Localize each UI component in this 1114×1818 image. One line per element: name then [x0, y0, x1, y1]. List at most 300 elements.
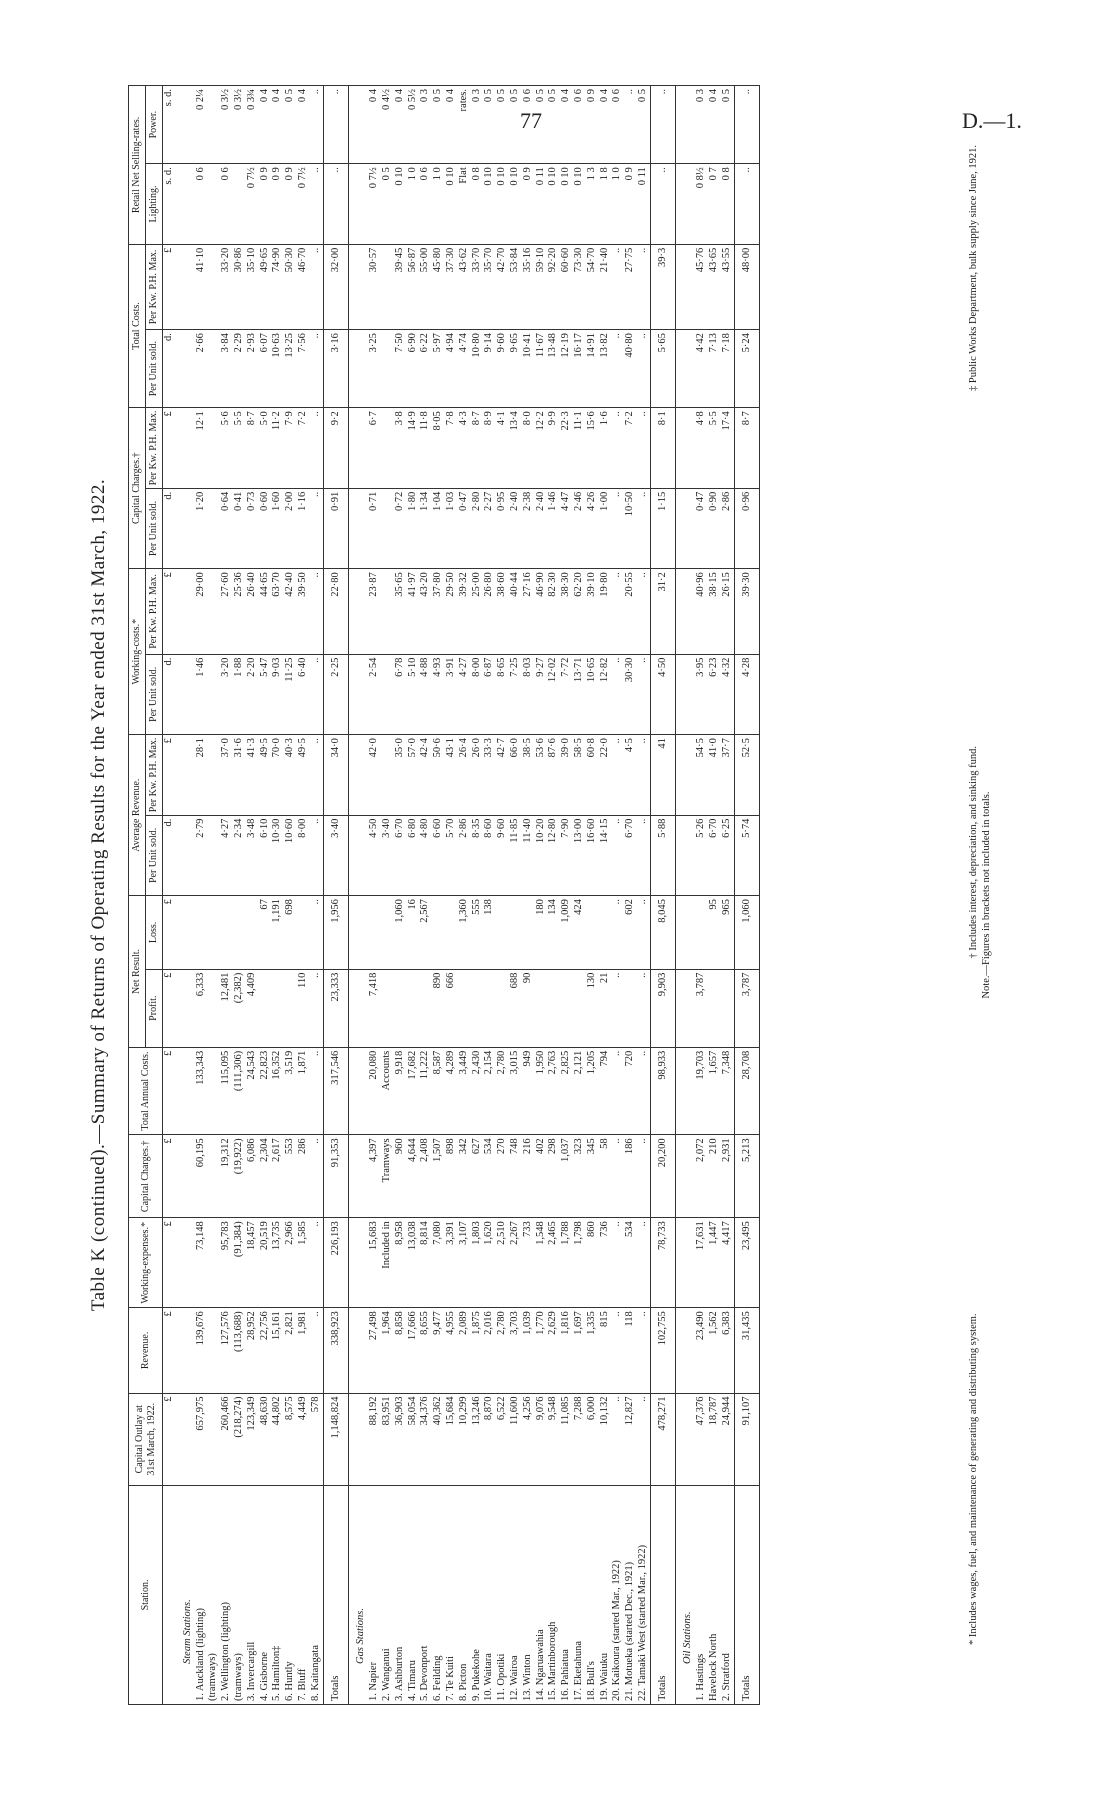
- table-cell: [496, 969, 509, 1047]
- table-cell: 1,788: [560, 1218, 573, 1308]
- table-cell: 5·26: [695, 815, 708, 896]
- unit-cell: £: [163, 1218, 176, 1308]
- table-cell: 4·5: [624, 735, 637, 816]
- table-cell: 338,923: [323, 1308, 349, 1393]
- table-cell: 10·65: [586, 654, 599, 735]
- table-cell: [349, 654, 368, 735]
- table-cell: 0 4: [599, 86, 612, 164]
- table-cell: 3·40: [323, 815, 349, 896]
- table-cell: ..: [310, 86, 323, 164]
- table-cell: 4,417: [721, 1218, 734, 1308]
- table-cell: 53·6: [535, 735, 548, 816]
- table-cell: 8,655: [419, 1308, 432, 1393]
- table-cell: [547, 969, 560, 1047]
- table-cell: [349, 330, 368, 408]
- table-cell: (113,688): [233, 1308, 246, 1393]
- table-cell: 5·6: [220, 408, 233, 489]
- table-cell: 98,933: [650, 1047, 676, 1135]
- table-cell: [368, 896, 381, 969]
- table-cell: [207, 969, 220, 1047]
- table-cell: 2,430: [471, 1047, 484, 1135]
- table-cell: 1·00: [599, 488, 612, 569]
- table-cell: ..: [310, 1218, 323, 1308]
- station-cell: 1. Napier: [368, 1485, 381, 1704]
- table-cell: 39·3: [650, 244, 676, 329]
- table-cell: 1·88: [233, 654, 246, 735]
- table-cell: 1,360: [458, 896, 471, 969]
- table-cell: 5,213: [734, 1135, 760, 1218]
- table-cell: 534: [624, 1218, 637, 1308]
- table-row: [721, 86, 734, 1705]
- table-cell: 8,575: [284, 1393, 297, 1485]
- table-cell: 0 5: [483, 86, 496, 164]
- table-cell: 1·34: [419, 488, 432, 569]
- table-cell: 32·00: [323, 244, 349, 329]
- table-cell: 9,076: [535, 1393, 548, 1485]
- table-cell: 34,376: [419, 1393, 432, 1485]
- table-cell: 13·4: [509, 408, 522, 489]
- table-cell: [676, 815, 695, 896]
- station-cell: (tramways): [207, 1485, 220, 1704]
- table-cell: 9·14: [483, 330, 496, 408]
- table-cell: ..: [611, 488, 624, 569]
- table-cell: 1,191: [271, 896, 284, 969]
- table-cell: 30·30: [624, 654, 637, 735]
- table-cell: 1·16: [297, 488, 310, 569]
- table-cell: 0 5: [381, 164, 394, 245]
- table-cell: ..: [611, 1308, 624, 1393]
- table-cell: 2·40: [535, 488, 548, 569]
- table-cell: 43·62: [458, 244, 471, 329]
- table-cell: (2,382): [233, 969, 246, 1047]
- table-row: [368, 86, 381, 1705]
- table-cell: 14·91: [586, 330, 599, 408]
- table-cell: 216: [522, 1135, 535, 1218]
- table-cell: 10,132: [599, 1393, 612, 1485]
- table-cell: 2,016: [483, 1308, 496, 1393]
- table-cell: 134: [547, 896, 560, 969]
- table-cell: 0·91: [323, 488, 349, 569]
- table-cell: 960: [394, 1135, 407, 1218]
- station-cell: (tramways): [233, 1485, 246, 1704]
- table-cell: 139,676: [195, 1308, 208, 1393]
- table-cell: 62·20: [573, 569, 586, 654]
- station-cell: Oil Stations.: [676, 1485, 695, 1704]
- table-cell: [445, 896, 458, 969]
- table-cell: 2,510: [496, 1218, 509, 1308]
- table-row: [407, 86, 420, 1705]
- station-cell: 19. Waiuku: [599, 1485, 612, 1704]
- table-cell: ..: [611, 735, 624, 816]
- table-cell: 1 8: [599, 164, 612, 245]
- table-cell: 5·24: [734, 330, 760, 408]
- table-cell: [349, 735, 368, 816]
- table-cell: 35·16: [522, 244, 535, 329]
- table-cell: [676, 969, 695, 1047]
- table-cell: 2·40: [509, 488, 522, 569]
- table-cell: 4·8: [695, 408, 708, 489]
- table-cell: 3,787: [734, 969, 760, 1047]
- table-cell: ..: [637, 569, 650, 654]
- table-cell: 46·70: [297, 244, 310, 329]
- table-cell: 2·38: [522, 488, 535, 569]
- table-cell: [381, 330, 394, 408]
- table-cell: 2·93: [246, 330, 259, 408]
- table-cell: 7·8: [445, 408, 458, 489]
- table-cell: ..: [323, 86, 349, 164]
- table-cell: 345: [586, 1135, 599, 1218]
- table-cell: ..: [310, 569, 323, 654]
- table-cell: [349, 569, 368, 654]
- table-cell: 4,409: [246, 969, 259, 1047]
- table-cell: 8·35: [471, 815, 484, 896]
- table-cell: 17·4: [721, 408, 734, 489]
- table-cell: 40·80: [624, 330, 637, 408]
- table-cell: 31·2: [650, 569, 676, 654]
- table-cell: 1,507: [432, 1135, 445, 1218]
- table-cell: 0 8½: [695, 164, 708, 245]
- table-cell: ..: [637, 654, 650, 735]
- table-cell: 56·87: [407, 244, 420, 329]
- table-cell: 4,289: [445, 1047, 458, 1135]
- table-cell: 4·50: [650, 654, 676, 735]
- table-cell: [176, 1218, 195, 1308]
- table-cell: [176, 164, 195, 245]
- group-working-costs: Working-costs.*: [129, 569, 146, 735]
- table-cell: 1,060: [394, 896, 407, 969]
- table-body: [163, 86, 760, 1705]
- table-cell: ..: [637, 330, 650, 408]
- station-cell: 6. Feilding: [432, 1485, 445, 1704]
- table-cell: 3,015: [509, 1047, 522, 1135]
- table-cell: 43·55: [721, 244, 734, 329]
- table-row: [560, 86, 573, 1705]
- table-cell: 16·60: [586, 815, 599, 896]
- table-cell: 35·0: [394, 735, 407, 816]
- table-cell: ..: [611, 330, 624, 408]
- table-cell: 2,780: [496, 1308, 509, 1393]
- table-cell: ..: [310, 1135, 323, 1218]
- table-cell: 3·25: [368, 330, 381, 408]
- table-cell: 8·60: [483, 815, 496, 896]
- table-cell: 40·3: [284, 735, 297, 816]
- table-cell: 11,222: [419, 1047, 432, 1135]
- table-cell: 27·75: [624, 244, 637, 329]
- table-cell: 1·80: [407, 488, 420, 569]
- table-cell: 1 0: [432, 164, 445, 245]
- table-cell: 2·46: [573, 488, 586, 569]
- table-cell: 6·22: [419, 330, 432, 408]
- table-cell: 57·0: [407, 735, 420, 816]
- table-cell: 11·40: [522, 815, 535, 896]
- unit-cell: £: [163, 969, 176, 1047]
- table-cell: 36,903: [394, 1393, 407, 1485]
- table-cell: 0 7½: [368, 164, 381, 245]
- table-cell: [207, 244, 220, 329]
- table-cell: 0 3: [471, 86, 484, 164]
- table-cell: 13,038: [407, 1218, 420, 1308]
- table-cell: [509, 896, 522, 969]
- table-cell: ..: [637, 1218, 650, 1308]
- table-cell: 26·15: [721, 569, 734, 654]
- table-cell: 7,348: [721, 1047, 734, 1135]
- table-cell: 24,944: [721, 1393, 734, 1485]
- table-cell: [207, 330, 220, 408]
- table-cell: (111,306): [233, 1047, 246, 1135]
- table-cell: ..: [611, 408, 624, 489]
- group-capital-charges: Capital Charges.†: [129, 408, 146, 569]
- table-cell: 0·72: [394, 488, 407, 569]
- table-cell: 87·6: [547, 735, 560, 816]
- table-cell: [676, 1047, 695, 1135]
- table-cell: 33·70: [471, 244, 484, 329]
- table-cell: 7·18: [721, 330, 734, 408]
- table-row: [695, 86, 708, 1705]
- table-cell: [195, 896, 208, 969]
- table-cell: 90: [522, 969, 535, 1047]
- table-cell: [560, 969, 573, 1047]
- table-cell: 7·9: [284, 408, 297, 489]
- table-cell: [349, 1308, 368, 1393]
- table-cell: 12·82: [599, 654, 612, 735]
- table-cell: 0 4½: [381, 86, 394, 164]
- table-cell: 48,630: [259, 1393, 272, 1485]
- table-cell: ..: [637, 1393, 650, 1485]
- table-cell: 12·02: [547, 654, 560, 735]
- table-cell: 6·7: [368, 408, 381, 489]
- group-retail-rates: Retail Net Selling-rates.: [129, 86, 146, 245]
- col-working-expenses: Working-expenses.*: [129, 1218, 163, 1308]
- table-cell: 39·10: [586, 569, 599, 654]
- col-workcost-per-unit: Per Unit sold.: [146, 654, 163, 735]
- table-cell: 7·25: [509, 654, 522, 735]
- table-cell: 6·78: [394, 654, 407, 735]
- station-cell: 3. Ashburton: [394, 1485, 407, 1704]
- table-cell: 0·64: [220, 488, 233, 569]
- table-cell: [381, 735, 394, 816]
- station-cell: 4. Timaru: [407, 1485, 420, 1704]
- table-cell: 110: [297, 969, 310, 1047]
- table-cell: 1,803: [471, 1218, 484, 1308]
- table-cell: 9·60: [496, 330, 509, 408]
- table-cell: 23,495: [734, 1218, 760, 1308]
- table-cell: [176, 488, 195, 569]
- table-row: [573, 86, 586, 1705]
- table-cell: 10,299: [458, 1393, 471, 1485]
- table-cell: 55·00: [419, 244, 432, 329]
- table-cell: ..: [310, 654, 323, 735]
- table-cell: ..: [611, 1135, 624, 1218]
- table-cell: 0 10: [394, 164, 407, 245]
- table-cell: 8,587: [432, 1047, 445, 1135]
- table-row: [432, 86, 445, 1705]
- table-cell: 0 10: [496, 164, 509, 245]
- table-cell: 0 5: [432, 86, 445, 164]
- table-cell: 666: [445, 969, 458, 1047]
- table-cell: 3,787: [695, 969, 708, 1047]
- table-cell: 92·20: [547, 244, 560, 329]
- table-cell: (19,922): [233, 1135, 246, 1218]
- station-cell: 3. Invercargill: [246, 1485, 259, 1704]
- table-cell: 0 4: [394, 86, 407, 164]
- table-cell: [676, 330, 695, 408]
- table-cell: [176, 1047, 195, 1135]
- table-cell: Included in: [381, 1218, 394, 1308]
- table-cell: 37·30: [445, 244, 458, 329]
- table-cell: 29·50: [445, 569, 458, 654]
- table-cell: 12,481: [220, 969, 233, 1047]
- table-cell: 58,054: [407, 1393, 420, 1485]
- table-cell: 2·86: [721, 488, 734, 569]
- table-cell: 1,964: [381, 1308, 394, 1393]
- table-cell: 37·80: [432, 569, 445, 654]
- table-cell: 1,562: [708, 1308, 721, 1393]
- col-totalcost-per-unit: Per Unit sold.: [146, 330, 163, 408]
- table-cell: 3·91: [445, 654, 458, 735]
- table-cell: [394, 969, 407, 1047]
- table-cell: 2,089: [458, 1308, 471, 1393]
- table-cell: 83,951: [381, 1393, 394, 1485]
- table-cell: 21: [599, 969, 612, 1047]
- table-cell: [381, 569, 394, 654]
- table-cell: 698: [284, 896, 297, 969]
- table-cell: 58·5: [573, 735, 586, 816]
- table-cell: 11·8: [419, 408, 432, 489]
- table-cell: 7,418: [368, 969, 381, 1047]
- table-cell: 70·0: [271, 735, 284, 816]
- table-cell: 8·00: [297, 815, 310, 896]
- table-cell: [676, 654, 695, 735]
- table-cell: 4,256: [522, 1393, 535, 1485]
- table-cell: 860: [586, 1218, 599, 1308]
- table-cell: 0 3: [419, 86, 432, 164]
- table-cell: 317,546: [323, 1047, 349, 1135]
- table-cell: [695, 896, 708, 969]
- table-row: [509, 86, 522, 1705]
- table-row: [483, 86, 496, 1705]
- table-cell: 21·40: [599, 244, 612, 329]
- table-cell: 3·16: [323, 330, 349, 408]
- table-cell: ..: [310, 815, 323, 896]
- table-cell: 0 2¼: [195, 86, 208, 164]
- table-row: [271, 86, 284, 1705]
- table-cell: 0 10: [547, 164, 560, 245]
- table-cell: rates.: [458, 86, 471, 164]
- table-cell: ..: [650, 164, 676, 245]
- table-cell: 2·54: [368, 654, 381, 735]
- section-row: [349, 86, 368, 1705]
- table-cell: 8,958: [394, 1218, 407, 1308]
- table-cell: [586, 896, 599, 969]
- table-cell: 1,205: [586, 1047, 599, 1135]
- table-cell: 1,816: [560, 1308, 573, 1393]
- table-cell: 4·27: [220, 815, 233, 896]
- table-cell: 6·87: [483, 654, 496, 735]
- table-cell: [349, 244, 368, 329]
- table-cell: 4,397: [368, 1135, 381, 1218]
- table-cell: 8·00: [471, 654, 484, 735]
- table-cell: 2·20: [246, 654, 259, 735]
- table-cell: 8,858: [394, 1308, 407, 1393]
- table-cell: 4,955: [445, 1308, 458, 1393]
- table-cell: 20,519: [259, 1218, 272, 1308]
- table-cell: [708, 969, 721, 1047]
- col-avgrev-per-kw: Per Kw. P.H. Max.: [146, 735, 163, 816]
- table-cell: [207, 1218, 220, 1308]
- table-cell: 91,107: [734, 1393, 760, 1485]
- table-cell: 1·20: [195, 488, 208, 569]
- table-cell: 4·3: [458, 408, 471, 489]
- table-cell: 1,037: [560, 1135, 573, 1218]
- table-cell: 2·00: [284, 488, 297, 569]
- station-cell: Totals: [734, 1485, 760, 1704]
- table-cell: 1,009: [560, 896, 573, 969]
- table-cell: [349, 1218, 368, 1308]
- unit-cell: £: [163, 1308, 176, 1393]
- table-cell: [676, 86, 695, 164]
- table-cell: ..: [310, 1047, 323, 1135]
- table-cell: 2·79: [195, 815, 208, 896]
- table-cell: 1,871: [297, 1047, 310, 1135]
- table-cell: 26·80: [483, 569, 496, 654]
- table-cell: 890: [432, 969, 445, 1047]
- table-cell: 16·17: [573, 330, 586, 408]
- table-row: [708, 86, 721, 1705]
- table-cell: 1·46: [195, 654, 208, 735]
- table-cell: [721, 969, 734, 1047]
- table-row: [297, 86, 310, 1705]
- table-cell: 22·0: [599, 735, 612, 816]
- table-cell: 286: [297, 1135, 310, 1218]
- table-cell: 733: [522, 1218, 535, 1308]
- station-cell: 5. Hamilton‡: [271, 1485, 284, 1704]
- table-row: [381, 86, 394, 1705]
- table-cell: 34·0: [323, 735, 349, 816]
- table-cell: [381, 654, 394, 735]
- table-cell: 82·30: [547, 569, 560, 654]
- table-cell: 4·94: [445, 330, 458, 408]
- table-cell: 18,457: [246, 1218, 259, 1308]
- footnote-double-dagger: ‡ Public Works Department, bulk supply since June, 1921.: [968, 145, 979, 391]
- table-cell: 5·97: [432, 330, 445, 408]
- station-cell: 2. Wanganui: [381, 1485, 394, 1704]
- table-cell: 6·23: [708, 654, 721, 735]
- table-row: [284, 86, 297, 1705]
- table-cell: ..: [611, 969, 624, 1047]
- table-cell: 3,449: [458, 1047, 471, 1135]
- table-cell: 0 5: [721, 86, 734, 164]
- table-cell: ..: [310, 1308, 323, 1393]
- table-cell: ..: [637, 1047, 650, 1135]
- table-cell: ..: [637, 969, 650, 1047]
- table-cell: 6,383: [721, 1308, 734, 1393]
- table-cell: 22,823: [259, 1047, 272, 1135]
- table-cell: 0 5: [535, 86, 548, 164]
- table-cell: 0 8: [471, 164, 484, 245]
- table-cell: 1,956: [323, 896, 349, 969]
- table-cell: 4·27: [458, 654, 471, 735]
- table-cell: 25·36: [233, 569, 246, 654]
- table-cell: 42·0: [368, 735, 381, 816]
- table-cell: 3·48: [246, 815, 259, 896]
- table-cell: 33·20: [220, 244, 233, 329]
- table-cell: [207, 488, 220, 569]
- unit-cell: £: [163, 1047, 176, 1135]
- table-row: [471, 86, 484, 1705]
- table-cell: 0·96: [734, 488, 760, 569]
- station-cell: Havelock North: [708, 1485, 721, 1704]
- table-cell: 52·5: [734, 735, 760, 816]
